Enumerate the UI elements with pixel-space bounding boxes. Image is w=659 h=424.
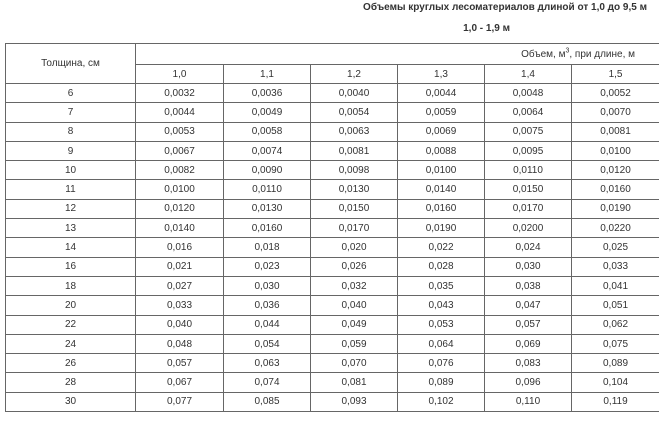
volume-cell: 0,021: [136, 257, 224, 276]
table-row: [6, 334, 659, 353]
table-row: [6, 122, 659, 141]
volume-cell: 0,110: [485, 392, 572, 411]
volume-cell: 0,0058: [224, 122, 311, 141]
table-header: [6, 44, 659, 84]
table-row: [6, 276, 659, 295]
table-row: [6, 238, 659, 257]
header-row-main: [6, 44, 659, 65]
volume-cell: 0,047: [485, 296, 572, 315]
volume-cell: 0,0170: [485, 199, 572, 218]
volume-cell: 0,0059: [398, 103, 485, 122]
volume-cell: 0,0200: [485, 219, 572, 238]
volume-cell: 0,043: [398, 296, 485, 315]
volume-cell: 0,081: [311, 373, 398, 392]
thickness-cell: 7: [6, 103, 136, 122]
table-row: [6, 257, 659, 276]
thickness-header: Толщина, см: [6, 44, 136, 84]
volume-cell: 0,062: [572, 315, 659, 334]
page-title: Объемы круглых лесоматериалов длиной от 1,0 до 9,5 м: [363, 2, 647, 13]
thickness-cell: 12: [6, 199, 136, 218]
volume-cell: 0,0160: [398, 199, 485, 218]
volume-cell: 0,051: [572, 296, 659, 315]
length-header-cell: 1,0: [136, 65, 224, 84]
volume-cell: 0,064: [398, 334, 485, 353]
volume-header-superscript: 3: [565, 47, 570, 55]
table-row: [6, 199, 659, 218]
volume-cell: 0,053: [398, 315, 485, 334]
length-header-cell: 1,3: [398, 65, 485, 84]
volume-cell: 0,104: [572, 373, 659, 392]
volume-cell: 0,0120: [572, 161, 659, 180]
volume-cell: 0,074: [224, 373, 311, 392]
thickness-cell: 13: [6, 219, 136, 238]
thickness-cell: 18: [6, 276, 136, 295]
volume-cell: 0,0130: [311, 180, 398, 199]
thickness-cell: 22: [6, 315, 136, 334]
volume-cell: 0,089: [398, 373, 485, 392]
volume-cell: 0,0088: [398, 141, 485, 160]
volume-cell: 0,0150: [311, 199, 398, 218]
volume-cell: 0,049: [311, 315, 398, 334]
volume-cell: 0,0049: [224, 103, 311, 122]
table-row: [6, 180, 659, 199]
volume-cell: 0,0081: [311, 141, 398, 160]
volume-cell: 0,0100: [136, 180, 224, 199]
volume-cell: 0,0054: [311, 103, 398, 122]
volume-cell: 0,030: [485, 257, 572, 276]
length-header-cell: 1,4: [485, 65, 572, 84]
table-row: [6, 354, 659, 373]
volume-cell: 0,0052: [572, 84, 659, 103]
volume-cell: 0,0044: [398, 84, 485, 103]
volume-cell: 0,067: [136, 373, 224, 392]
thickness-cell: 28: [6, 373, 136, 392]
volume-cell: 0,026: [311, 257, 398, 276]
table-row: [6, 315, 659, 334]
table-row: [6, 103, 659, 122]
volume-header-text: Объем, м: [521, 48, 566, 60]
table-row: [6, 84, 659, 103]
volume-cell: 0,0150: [485, 180, 572, 199]
volume-cell: 0,0036: [224, 84, 311, 103]
volume-cell: 0,0120: [136, 199, 224, 218]
volume-cell: 0,0032: [136, 84, 224, 103]
volume-cell: 0,0098: [311, 161, 398, 180]
volume-cell: 0,018: [224, 238, 311, 257]
volume-cell: 0,0100: [572, 141, 659, 160]
volume-cell: 0,085: [224, 392, 311, 411]
volume-cell: 0,0064: [485, 103, 572, 122]
volume-cell: 0,076: [398, 354, 485, 373]
thickness-cell: 20: [6, 296, 136, 315]
volume-cell: 0,063: [224, 354, 311, 373]
volume-cell: 0,070: [311, 354, 398, 373]
volume-cell: 0,033: [136, 296, 224, 315]
volume-cell: 0,0140: [136, 219, 224, 238]
thickness-cell: 11: [6, 180, 136, 199]
volume-cell: 0,040: [136, 315, 224, 334]
table-row: [6, 161, 659, 180]
volume-table: [5, 43, 659, 412]
volume-cell: 0,0110: [224, 180, 311, 199]
volume-cell: 0,0081: [572, 122, 659, 141]
volume-cell: 0,054: [224, 334, 311, 353]
volume-cell: 0,032: [311, 276, 398, 295]
volume-cell: 0,0048: [485, 84, 572, 103]
volume-cell: 0,035: [398, 276, 485, 295]
volume-cell: 0,023: [224, 257, 311, 276]
volume-cell: 0,0140: [398, 180, 485, 199]
length-header-cell: 1,2: [311, 65, 398, 84]
volume-cell: 0,0190: [572, 199, 659, 218]
volume-cell: 0,069: [485, 334, 572, 353]
table-row: [6, 296, 659, 315]
volume-cell: 0,028: [398, 257, 485, 276]
volume-cell: 0,075: [572, 334, 659, 353]
volume-cell: 0,0070: [572, 103, 659, 122]
volume-cell: 0,089: [572, 354, 659, 373]
volume-cell: 0,0067: [136, 141, 224, 160]
volume-cell: 0,038: [485, 276, 572, 295]
volume-cell: 0,0110: [485, 161, 572, 180]
thickness-cell: 8: [6, 122, 136, 141]
thickness-cell: 9: [6, 141, 136, 160]
volume-cell: 0,036: [224, 296, 311, 315]
volume-cell: 0,096: [485, 373, 572, 392]
volume-cell: 0,020: [311, 238, 398, 257]
volume-cell: 0,0063: [311, 122, 398, 141]
volume-cell: 0,0082: [136, 161, 224, 180]
volume-cell: 0,0044: [136, 103, 224, 122]
volume-cell: 0,0053: [136, 122, 224, 141]
volume-cell: 0,0170: [311, 219, 398, 238]
volume-cell: 0,0075: [485, 122, 572, 141]
table-row: [6, 373, 659, 392]
thickness-cell: 24: [6, 334, 136, 353]
volume-cell: 0,0040: [311, 84, 398, 103]
thickness-cell: 30: [6, 392, 136, 411]
volume-cell: 0,040: [311, 296, 398, 315]
table-body: [6, 84, 659, 412]
volume-cell: 0,027: [136, 276, 224, 295]
volume-cell: 0,077: [136, 392, 224, 411]
volume-cell: 0,057: [485, 315, 572, 334]
volume-cell: 0,022: [398, 238, 485, 257]
thickness-cell: 16: [6, 257, 136, 276]
volume-cell: 0,0190: [398, 219, 485, 238]
volume-cell: 0,0090: [224, 161, 311, 180]
volume-cell: 0,0130: [224, 199, 311, 218]
volume-cell: 0,016: [136, 238, 224, 257]
volume-cell: 0,0074: [224, 141, 311, 160]
volume-header: [136, 44, 659, 65]
volume-cell: 0,083: [485, 354, 572, 373]
volume-cell: 0,044: [224, 315, 311, 334]
volume-cell: 0,0220: [572, 219, 659, 238]
volume-cell: 0,102: [398, 392, 485, 411]
volume-cell: 0,0100: [398, 161, 485, 180]
volume-cell: 0,024: [485, 238, 572, 257]
volume-cell: 0,030: [224, 276, 311, 295]
volume-cell: 0,0160: [224, 219, 311, 238]
volume-cell: 0,057: [136, 354, 224, 373]
volume-cell: 0,0069: [398, 122, 485, 141]
volume-cell: 0,0160: [572, 180, 659, 199]
volume-cell: 0,0095: [485, 141, 572, 160]
volume-cell: 0,025: [572, 238, 659, 257]
volume-cell: 0,048: [136, 334, 224, 353]
table-row: [6, 141, 659, 160]
length-range-subtitle: 1,0 - 1,9 м: [463, 23, 510, 34]
volume-cell: 0,041: [572, 276, 659, 295]
length-header-cell: 1,1: [224, 65, 311, 84]
length-header-cell: 1,5: [572, 65, 659, 84]
volume-cell: 0,119: [572, 392, 659, 411]
volume-cell: 0,059: [311, 334, 398, 353]
thickness-cell: 10: [6, 161, 136, 180]
table-row: [6, 392, 659, 411]
thickness-cell: 6: [6, 84, 136, 103]
volume-header-suffix: , при длине, м: [569, 48, 636, 60]
thickness-cell: 26: [6, 354, 136, 373]
volume-cell: 0,033: [572, 257, 659, 276]
thickness-cell: 14: [6, 238, 136, 257]
volume-cell: 0,093: [311, 392, 398, 411]
table-row: [6, 219, 659, 238]
